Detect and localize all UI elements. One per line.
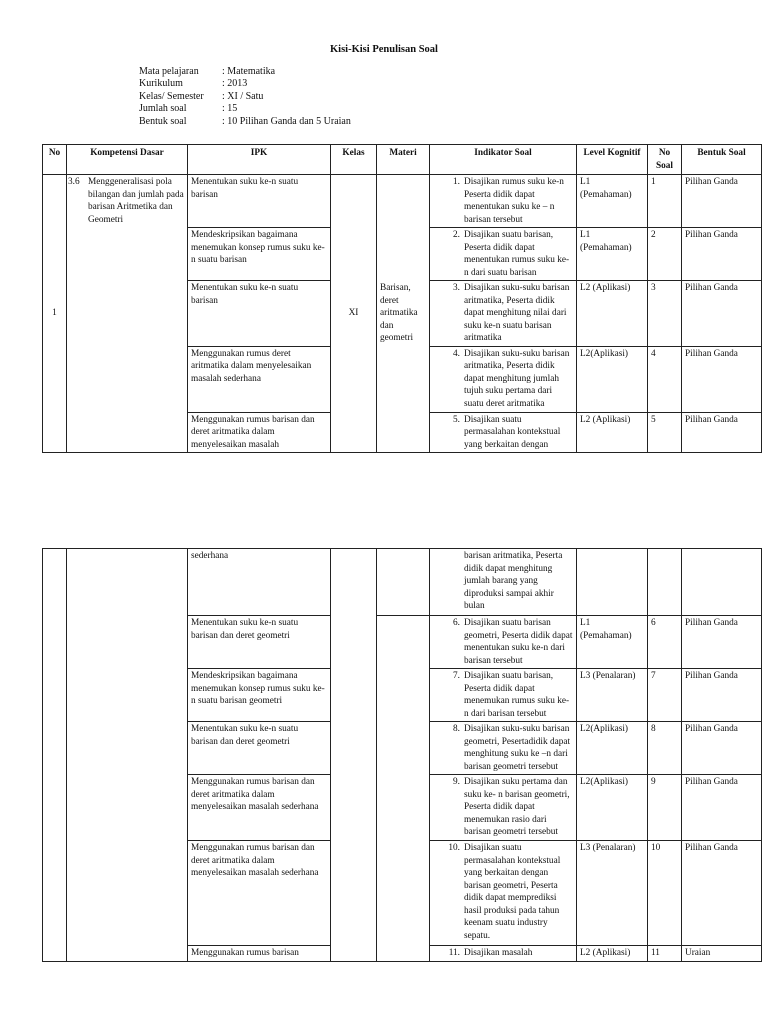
indikator-number: 10. <box>448 843 460 853</box>
cell-bentuk: Pilihan Ganda <box>682 281 762 347</box>
kisi-table-part-1 <box>42 144 762 453</box>
cell-bentuk: Pilihan Ganda <box>682 669 762 722</box>
indikator-item <box>433 776 573 839</box>
cell-no-soal: 6 <box>648 616 682 669</box>
cell-no-soal: 3 <box>648 281 682 347</box>
indikator-text: Disajikan rumus suku ke-n Peserta didik dapat menentukan suku ke – n barisan tersebut <box>464 177 564 225</box>
indikator-item <box>433 176 573 226</box>
kd-number: 3.6 <box>68 177 80 187</box>
cell-bentuk: Pilihan Ganda <box>682 841 762 946</box>
cell-ipk: Mendeskripsikan bagaimana menemukan konsep rumus suku ke-n suatu barisan <box>188 228 331 281</box>
indikator-item <box>433 282 573 345</box>
cell-materi-empty <box>377 549 430 616</box>
indikator-number-empty <box>433 550 464 613</box>
cell-no-soal: 5 <box>648 412 682 453</box>
meta-value: : Matematika <box>222 66 276 77</box>
indikator-item <box>433 842 573 942</box>
indikator-item <box>433 723 573 773</box>
indikator-number: 9. <box>453 777 460 787</box>
cell-bentuk: Pilihan Ganda <box>682 228 762 281</box>
indikator-item <box>433 550 573 613</box>
kd-block <box>68 176 184 226</box>
cell-ipk: sederhana <box>188 549 331 616</box>
kd-text: Menggeneralisasi pola bilangan dan jumlah pada barisan Aritmetika dan Geometri <box>88 177 184 225</box>
cell-no-soal: 1 <box>648 175 682 228</box>
cell-ipk: Menggunakan rumus barisan dan deret aritmatika dalam menyelesaikan masalah <box>188 412 331 453</box>
cell-ipk: Menggunakan rumus deret aritmatika dalam menyelesaikan masalah sederhana <box>188 346 331 412</box>
cell-no-soal: 2 <box>648 228 682 281</box>
cell-level: L1 (Pemahaman) <box>577 616 648 669</box>
cell-ipk: Menggunakan rumus barisan dan deret aritmatika dalam menyelesaikan masalah sederhana <box>188 775 331 841</box>
meta-row <box>139 78 351 90</box>
header-indikator-soal: Indikator Soal <box>430 145 577 175</box>
cell-ipk: Menentukan suku ke-n suatu barisan <box>188 175 331 228</box>
cell-kelas-empty <box>331 549 377 962</box>
header-no: No <box>43 145 67 175</box>
indikator-number: 3. <box>453 283 460 293</box>
meta-label: Mata pelajaran <box>139 66 199 77</box>
cell-level: L1 (Pemahaman) <box>577 228 648 281</box>
cell-kompetensi-dasar-empty <box>67 549 188 962</box>
meta-value: : 10 Pilihan Ganda dan 5 Uraian <box>222 115 351 127</box>
document-meta <box>139 66 351 128</box>
cell-indikator <box>430 412 577 453</box>
cell-indikator <box>430 841 577 946</box>
cell-level: L3 (Penalaran) <box>577 841 648 946</box>
indikator-item <box>433 617 573 667</box>
cell-bentuk-empty <box>682 549 762 616</box>
cell-ipk: Mendeskripsikan bagaimana menemukan konsep rumus suku ke-n suatu barisan geometri <box>188 669 331 722</box>
cell-bentuk: Uraian <box>682 946 762 962</box>
cell-no: 1 <box>43 175 67 453</box>
cell-ipk: Menggunakan rumus barisan dan deret aritmatika dalam menyelesaikan masalah sederhana <box>188 841 331 946</box>
indikator-number: 11. <box>448 948 460 958</box>
meta-label: Kurikulum <box>139 78 183 90</box>
cell-level: L1 (Pemahaman) <box>577 175 648 228</box>
meta-row <box>139 116 351 128</box>
indikator-item <box>433 414 573 452</box>
cell-indikator <box>430 946 577 962</box>
cell-kelas: XI <box>331 175 377 453</box>
cell-indikator <box>430 616 577 669</box>
meta-label: Kelas/ Semester <box>139 90 204 102</box>
cell-bentuk: Pilihan Ganda <box>682 722 762 775</box>
cell-materi-empty <box>377 616 430 962</box>
header-ipk: IPK <box>188 145 331 175</box>
cell-materi: Barisan, deret aritmatika dan geometri <box>377 175 430 453</box>
table-row <box>43 175 762 228</box>
cell-level: L2 (Aplikasi) <box>577 946 648 962</box>
cell-no-soal: 10 <box>648 841 682 946</box>
indikator-text: Disajikan suku-suku barisan aritmatika, Peserta didik dapat menghitung nilai dari suku ke-n suatu barisan aritmatika <box>464 283 570 343</box>
cell-no-empty <box>43 549 67 962</box>
cell-bentuk: Pilihan Ganda <box>682 412 762 453</box>
indikator-text: barisan aritmatika, Peserta didik dapat menghitung jumlah barang yang diproduksi sampai akhir bulan <box>464 551 563 611</box>
indikator-number: 6. <box>453 618 460 628</box>
meta-value: : XI / Satu <box>222 90 264 102</box>
table-row <box>43 549 762 616</box>
meta-label: Bentuk soal <box>139 115 187 127</box>
indikator-text: Disajikan suku-suku barisan geometri, Pesertadidik dapat menghitung suku ke –n dari barisan geometri tersebut <box>464 724 571 772</box>
indikator-text: Disajikan suatu barisan, Peserta didik dapat menemukan rumus suku ke-n dari barisan tersebut <box>464 671 570 719</box>
indikator-number: 5. <box>453 414 460 425</box>
cell-level: L2 (Aplikasi) <box>577 412 648 453</box>
indikator-text: Disajikan suatu barisan, Peserta didik dapat menentukan rumus suku ke-n dari suatu barisan <box>464 230 570 278</box>
cell-indikator <box>430 228 577 281</box>
indikator-item <box>433 348 573 411</box>
cell-no-soal: 9 <box>648 775 682 841</box>
header-level-kognitif: Level Kognitif <box>577 145 648 175</box>
indikator-number: 7. <box>453 671 460 681</box>
cell-level: L3 (Penalaran) <box>577 669 648 722</box>
indikator-text: Disajikan suatu permasalahan kontekstual yang berkaitan dengan <box>464 414 561 450</box>
cell-ipk: Menentukan suku ke-n suatu barisan dan deret geometri <box>188 616 331 669</box>
cell-indikator <box>430 346 577 412</box>
cell-ipk: Menentukan suku ke-n suatu barisan dan deret geometri <box>188 722 331 775</box>
cell-indikator <box>430 175 577 228</box>
cell-bentuk: Pilihan Ganda <box>682 175 762 228</box>
table-header-row <box>43 145 762 175</box>
indikator-number: 2. <box>453 230 460 240</box>
cell-level: L2(Aplikasi) <box>577 722 648 775</box>
document-title: Kisi-Kisi Penulisan Soal <box>330 44 438 55</box>
indikator-number: 1. <box>453 177 460 187</box>
cell-no-soal-empty <box>648 549 682 616</box>
cell-ipk: Menentukan suku ke-n suatu barisan <box>188 281 331 347</box>
cell-indikator <box>430 669 577 722</box>
indikator-text: Disajikan suku pertama dan suku ke- n barisan geometri, Peserta didik dapat menemukan rasio dari barisan geometri tersebut <box>464 777 570 837</box>
header-kompetensi-dasar: Kompetensi Dasar <box>67 145 188 175</box>
meta-value: : 2013 <box>222 78 248 90</box>
meta-row <box>139 91 351 103</box>
meta-label: Jumlah soal <box>139 103 187 115</box>
cell-level: L2(Aplikasi) <box>577 346 648 412</box>
indikator-item <box>433 947 573 960</box>
cell-bentuk: Pilihan Ganda <box>682 616 762 669</box>
cell-bentuk: Pilihan Ganda <box>682 346 762 412</box>
indikator-text: Disajikan suku-suku barisan aritmatika, Peserta didik dapat menghitung jumlah tujuh suku pertama dari suatu deret aritmatika <box>464 348 570 409</box>
indikator-text: Disajikan masalah <box>464 948 533 958</box>
header-materi: Materi <box>377 145 430 175</box>
indikator-item <box>433 229 573 279</box>
cell-ipk: Menggunakan rumus barisan <box>188 946 331 962</box>
cell-indikator <box>430 281 577 347</box>
meta-row <box>139 103 351 115</box>
cell-indikator <box>430 722 577 775</box>
cell-no-soal: 8 <box>648 722 682 775</box>
header-kelas: Kelas <box>331 145 377 175</box>
indikator-number: 4. <box>453 348 460 359</box>
indikator-item <box>433 670 573 720</box>
cell-indikator <box>430 549 577 616</box>
header-no-soal: No Soal <box>648 145 682 175</box>
cell-bentuk: Pilihan Ganda <box>682 775 762 841</box>
cell-no-soal: 7 <box>648 669 682 722</box>
kisi-table-part-2 <box>42 548 762 962</box>
indikator-number: 8. <box>453 724 460 734</box>
cell-kompetensi-dasar <box>67 175 188 453</box>
header-bentuk-soal: Bentuk Soal <box>682 145 762 175</box>
cell-level: L2(Aplikasi) <box>577 775 648 841</box>
meta-value: : 15 <box>222 103 238 115</box>
cell-level-empty <box>577 549 648 616</box>
meta-row <box>139 66 351 78</box>
indikator-text: Disajikan suatu permasalahan kontekstual yang berkaitan dengan barisan geometri, Peserta didik dapat memprediksi hasil produksi pada tahun keenam suatu industry sepatu. <box>464 843 561 941</box>
cell-level: L2 (Aplikasi) <box>577 281 648 347</box>
cell-indikator <box>430 775 577 841</box>
indikator-text: Disajikan suatu barisan geometri, Peserta didik dapat menentukan suku ke-n dari barisan tersebut <box>464 618 573 666</box>
cell-no-soal: 11 <box>648 946 682 962</box>
cell-no-soal: 4 <box>648 346 682 412</box>
